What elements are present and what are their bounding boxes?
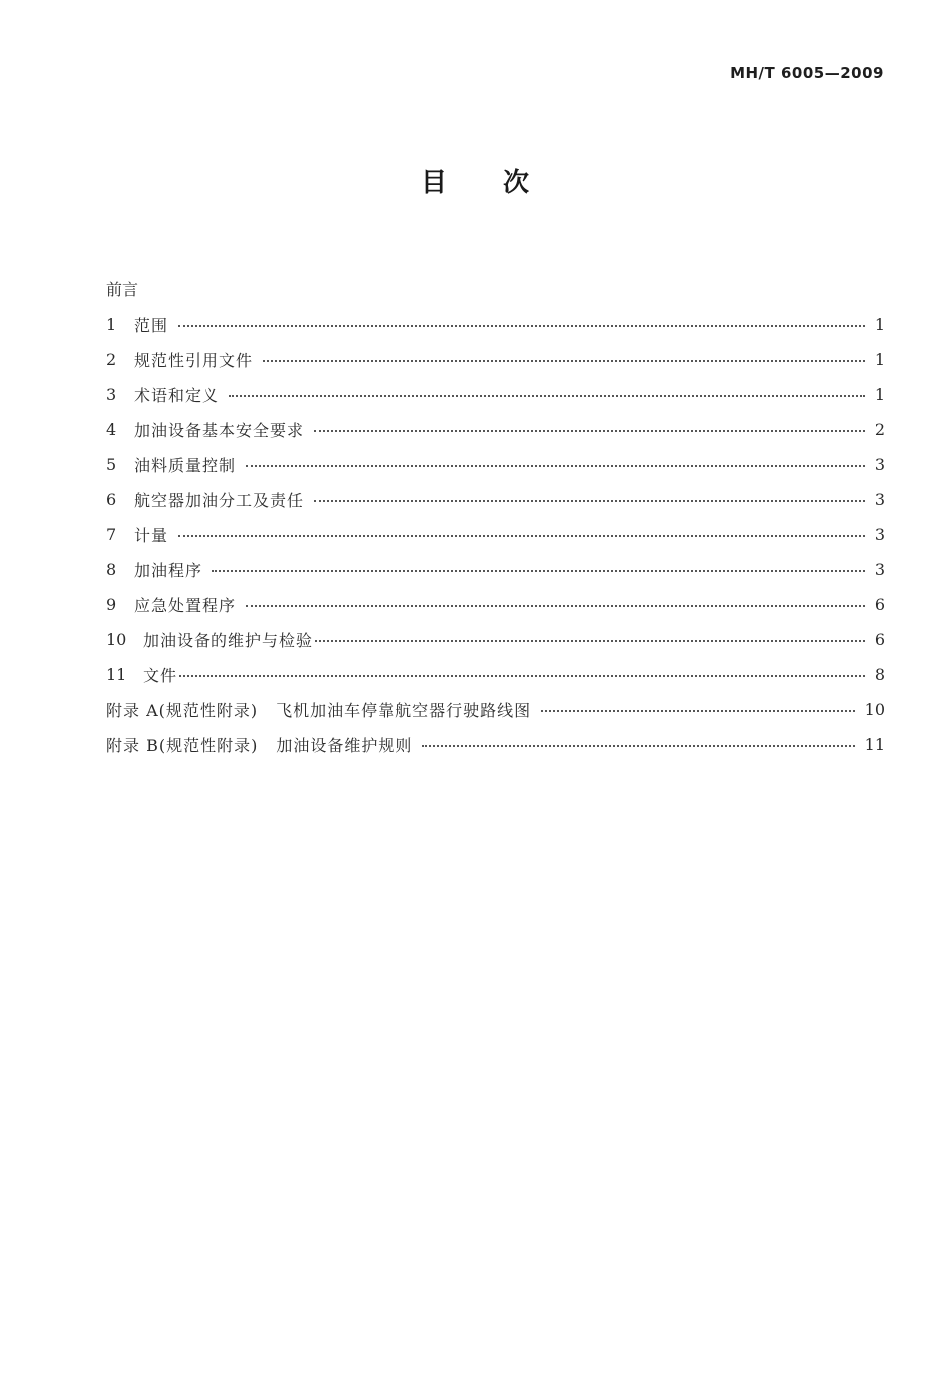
toc-entry-5[interactable]	[106, 447, 885, 482]
toc-entry-number: 9	[106, 595, 117, 614]
toc-entry-8[interactable]	[106, 552, 885, 587]
toc-entry-number: 5	[106, 455, 117, 474]
toc-entry-page: 1	[874, 385, 885, 404]
toc-entry-label: 加油程序	[134, 561, 203, 580]
page-title: 目次	[420, 168, 585, 198]
toc-entry-label: 油料质量控制	[134, 456, 237, 475]
toc-annex-prefix: 附录 A(规范性附录)	[106, 701, 259, 720]
toc-entry-label: 加油设备的维护与检验	[143, 631, 314, 650]
toc-entry-number: 11	[106, 665, 127, 684]
toc-entry-page: 6	[874, 595, 885, 614]
toc-entry-1[interactable]	[106, 307, 885, 342]
toc-dot-leader	[541, 710, 854, 712]
toc-entry-label: 航空器加油分工及责任	[134, 491, 305, 510]
toc-entry-number: 7	[106, 525, 117, 544]
toc-annex-prefix: 附录 B(规范性附录)	[106, 736, 259, 755]
toc-dot-leader	[179, 675, 865, 677]
standard-code: MH/T 6005—2009	[730, 64, 884, 82]
toc-dot-leader	[178, 325, 865, 327]
toc-entry-number: 8	[106, 560, 117, 579]
toc-entry-page: 8	[874, 665, 885, 684]
toc-annex-b[interactable]	[106, 727, 885, 762]
toc-annex-a[interactable]	[106, 692, 885, 727]
table-of-contents	[106, 272, 885, 762]
toc-entry-4[interactable]	[106, 412, 885, 447]
toc-dot-leader	[229, 395, 865, 397]
toc-dot-leader	[178, 535, 865, 537]
toc-annex-label: 加油设备维护规则	[276, 736, 413, 755]
toc-entry-label: 应急处置程序	[134, 596, 237, 615]
toc-entry-label: 文件	[143, 666, 178, 685]
toc-entry-page: 1	[874, 350, 885, 369]
toc-dot-leader	[314, 500, 865, 502]
toc-entry-10[interactable]	[106, 622, 885, 657]
toc-entry-11[interactable]	[106, 657, 885, 692]
toc-entry-7[interactable]	[106, 517, 885, 552]
toc-entry-number: 4	[106, 420, 117, 439]
toc-entry-label: 范围	[134, 316, 169, 335]
toc-dot-leader	[246, 605, 865, 607]
toc-entry-label: 计量	[134, 526, 169, 545]
toc-entry-page: 3	[874, 455, 885, 474]
toc-preface[interactable]: 前言	[106, 280, 139, 299]
toc-annex-label: 飞机加油车停靠航空器行驶路线图	[276, 701, 532, 720]
toc-entry-number: 2	[106, 350, 117, 369]
toc-entry-6[interactable]	[106, 482, 885, 517]
toc-annex-page: 10	[864, 700, 885, 719]
toc-entry-3[interactable]	[106, 377, 885, 412]
toc-entry-page: 3	[874, 560, 885, 579]
toc-entry-page: 3	[874, 490, 885, 509]
toc-entry-2[interactable]	[106, 342, 885, 377]
toc-entry-label: 术语和定义	[134, 386, 220, 405]
toc-entry-page: 2	[874, 420, 885, 439]
toc-dot-leader	[263, 360, 865, 362]
toc-dot-leader	[246, 465, 865, 467]
toc-entry-label: 加油设备基本安全要求	[134, 421, 305, 440]
toc-entry-number: 3	[106, 385, 117, 404]
toc-dot-leader	[314, 430, 865, 432]
toc-entry-number: 6	[106, 490, 117, 509]
toc-entry-page: 1	[874, 315, 885, 334]
toc-dot-leader	[212, 570, 865, 572]
toc-entry-page: 3	[874, 525, 885, 544]
toc-entry-9[interactable]	[106, 587, 885, 622]
toc-entry-label: 规范性引用文件	[134, 351, 254, 370]
toc-entry-number: 10	[106, 630, 127, 649]
toc-annex-page: 11	[864, 735, 885, 754]
toc-dot-leader	[315, 640, 865, 642]
toc-entry-number: 1	[106, 315, 117, 334]
toc-dot-leader	[422, 745, 854, 747]
toc-entry-page: 6	[874, 630, 885, 649]
